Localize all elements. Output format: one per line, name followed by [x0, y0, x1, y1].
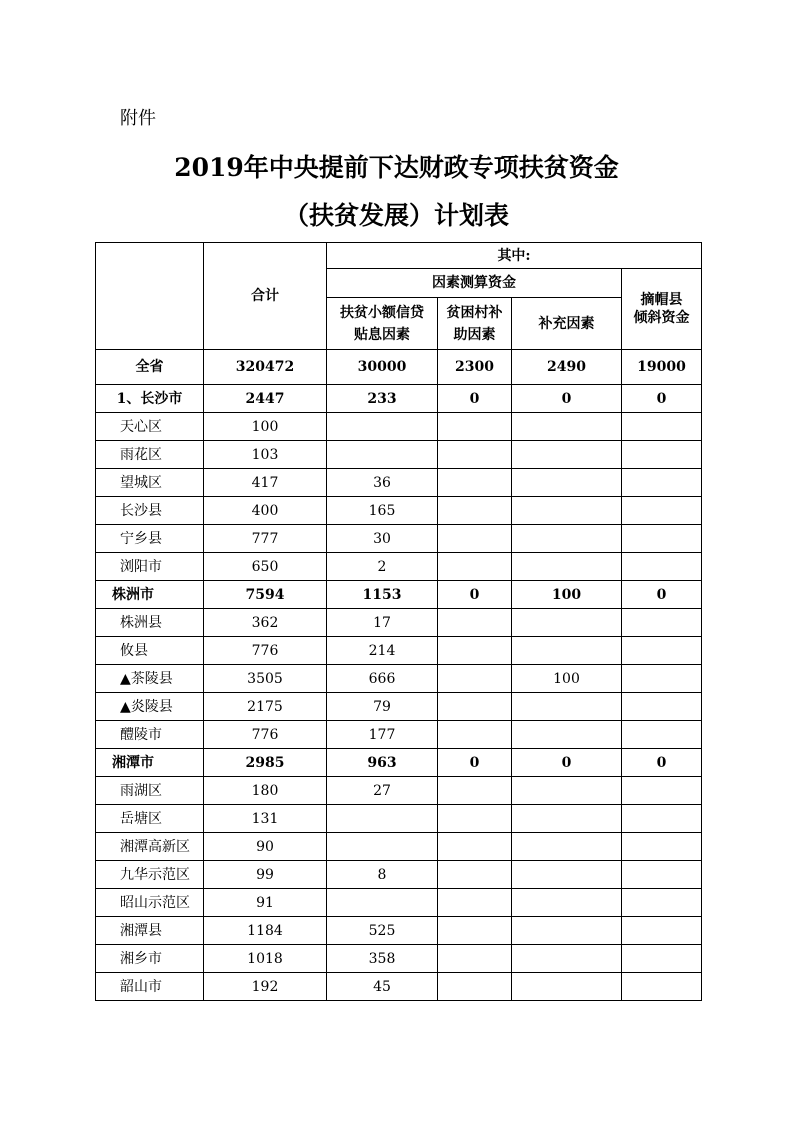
cell-name: 攸县 — [96, 637, 204, 665]
cell-village: 0 — [438, 385, 512, 413]
header-of-which: 其中: — [327, 243, 702, 269]
cell-total: 180 — [204, 777, 327, 805]
cell-name: 望城区 — [96, 469, 204, 497]
cell-name: 昭山示范区 — [96, 889, 204, 917]
cell-supplement — [512, 693, 622, 721]
cell-supplement — [512, 861, 622, 889]
cell-total: 99 — [204, 861, 327, 889]
cell-village — [438, 721, 512, 749]
header-factor-funds: 因素测算资金 — [327, 269, 622, 298]
table-row — [96, 385, 702, 413]
cell-microcredit: 30 — [327, 525, 438, 553]
cell-village — [438, 413, 512, 441]
cell-microcredit: 27 — [327, 777, 438, 805]
cell-total: 3505 — [204, 665, 327, 693]
cell-total: 2985 — [204, 749, 327, 777]
cell-supplement — [512, 469, 622, 497]
cell-microcredit: 214 — [327, 637, 438, 665]
cell-total: 7594 — [204, 581, 327, 609]
cell-village: 0 — [438, 749, 512, 777]
cell-microcredit: 1153 — [327, 581, 438, 609]
cell-graduated — [622, 777, 702, 805]
cell-total: 2447 — [204, 385, 327, 413]
header-poor-village: 贫困村补 助因素 — [438, 298, 512, 350]
cell-microcredit — [327, 441, 438, 469]
cell-name: 天心区 — [96, 413, 204, 441]
cell-village — [438, 777, 512, 805]
cell-name: 湘潭高新区 — [96, 833, 204, 861]
table-row — [96, 350, 702, 385]
table-row — [96, 609, 702, 637]
table-row — [96, 833, 702, 861]
cell-village — [438, 833, 512, 861]
cell-microcredit: 525 — [327, 917, 438, 945]
cell-village — [438, 497, 512, 525]
table-row — [96, 749, 702, 777]
cell-supplement — [512, 721, 622, 749]
cell-total: 776 — [204, 721, 327, 749]
cell-village: 0 — [438, 581, 512, 609]
cell-microcredit — [327, 833, 438, 861]
cell-name: 株洲县 — [96, 609, 204, 637]
cell-supplement: 0 — [512, 749, 622, 777]
cell-village — [438, 637, 512, 665]
cell-name: 雨湖区 — [96, 777, 204, 805]
cell-supplement — [512, 609, 622, 637]
cell-village — [438, 553, 512, 581]
cell-graduated — [622, 609, 702, 637]
cell-graduated — [622, 693, 702, 721]
cell-supplement — [512, 917, 622, 945]
cell-microcredit: 79 — [327, 693, 438, 721]
cell-total: 362 — [204, 609, 327, 637]
cell-total: 400 — [204, 497, 327, 525]
cell-village — [438, 665, 512, 693]
table-row — [96, 497, 702, 525]
cell-name: 长沙县 — [96, 497, 204, 525]
table-row — [96, 581, 702, 609]
cell-total: 103 — [204, 441, 327, 469]
cell-graduated — [622, 945, 702, 973]
cell-supplement — [512, 777, 622, 805]
table-row — [96, 525, 702, 553]
cell-supplement — [512, 553, 622, 581]
cell-microcredit — [327, 805, 438, 833]
cell-name: 岳塘区 — [96, 805, 204, 833]
table-row — [96, 777, 702, 805]
cell-name: 株洲市 — [96, 581, 204, 609]
cell-total: 1184 — [204, 917, 327, 945]
cell-microcredit: 177 — [327, 721, 438, 749]
cell-supplement — [512, 497, 622, 525]
cell-supplement — [512, 413, 622, 441]
cell-supplement: 100 — [512, 581, 622, 609]
cell-microcredit: 8 — [327, 861, 438, 889]
cell-microcredit — [327, 413, 438, 441]
cell-microcredit: 165 — [327, 497, 438, 525]
table-row — [96, 413, 702, 441]
cell-supplement — [512, 637, 622, 665]
cell-total: 650 — [204, 553, 327, 581]
cell-supplement — [512, 441, 622, 469]
cell-name: 全省 — [96, 350, 204, 385]
cell-graduated — [622, 861, 702, 889]
table-row — [96, 917, 702, 945]
cell-total: 1018 — [204, 945, 327, 973]
cell-supplement: 100 — [512, 665, 622, 693]
header-blank — [96, 243, 204, 350]
cell-total: 131 — [204, 805, 327, 833]
cell-total: 90 — [204, 833, 327, 861]
cell-total: 776 — [204, 637, 327, 665]
cell-village — [438, 609, 512, 637]
cell-microcredit: 17 — [327, 609, 438, 637]
cell-name: 韶山市 — [96, 973, 204, 1001]
cell-graduated — [622, 973, 702, 1001]
cell-village — [438, 525, 512, 553]
cell-microcredit: 233 — [327, 385, 438, 413]
cell-total: 320472 — [204, 350, 327, 385]
cell-supplement: 0 — [512, 385, 622, 413]
cell-name: 1、长沙市 — [96, 385, 204, 413]
cell-graduated — [622, 553, 702, 581]
table-row — [96, 721, 702, 749]
cell-village — [438, 917, 512, 945]
cell-name: ▲炎陵县 — [96, 693, 204, 721]
cell-graduated — [622, 721, 702, 749]
cell-name: 九华示范区 — [96, 861, 204, 889]
cell-microcredit: 963 — [327, 749, 438, 777]
title-line-2: （扶贫发展）计划表 — [283, 201, 509, 230]
cell-graduated — [622, 833, 702, 861]
cell-graduated — [622, 637, 702, 665]
cell-microcredit: 358 — [327, 945, 438, 973]
cell-graduated: 0 — [622, 581, 702, 609]
cell-name: 雨花区 — [96, 441, 204, 469]
cell-name: 浏阳市 — [96, 553, 204, 581]
cell-village — [438, 889, 512, 917]
cell-village: 2300 — [438, 350, 512, 385]
table-row — [96, 861, 702, 889]
cell-graduated — [622, 525, 702, 553]
header-graduated: 摘帽县 倾斜资金 — [622, 269, 702, 350]
table-row — [96, 441, 702, 469]
cell-microcredit: 666 — [327, 665, 438, 693]
cell-graduated — [622, 805, 702, 833]
cell-total: 100 — [204, 413, 327, 441]
cell-supplement — [512, 525, 622, 553]
cell-supplement — [512, 833, 622, 861]
cell-graduated: 0 — [622, 385, 702, 413]
cell-supplement: 2490 — [512, 350, 622, 385]
cell-village — [438, 861, 512, 889]
cell-microcredit: 36 — [327, 469, 438, 497]
cell-village — [438, 973, 512, 1001]
table-row — [96, 973, 702, 1001]
cell-village — [438, 693, 512, 721]
table-row — [96, 693, 702, 721]
cell-graduated — [622, 441, 702, 469]
cell-total: 2175 — [204, 693, 327, 721]
cell-name: 醴陵市 — [96, 721, 204, 749]
title-line-1: 2019年中央提前下达财政专项扶贫资金 — [174, 153, 619, 182]
attachment-label: 附件 — [120, 108, 156, 129]
cell-supplement — [512, 889, 622, 917]
cell-microcredit: 30000 — [327, 350, 438, 385]
cell-microcredit: 2 — [327, 553, 438, 581]
table-row — [96, 553, 702, 581]
cell-name: 湘潭市 — [96, 749, 204, 777]
table-row — [96, 889, 702, 917]
cell-microcredit — [327, 889, 438, 917]
cell-village — [438, 441, 512, 469]
cell-total: 91 — [204, 889, 327, 917]
cell-village — [438, 469, 512, 497]
cell-graduated — [622, 413, 702, 441]
cell-total: 777 — [204, 525, 327, 553]
cell-graduated — [622, 497, 702, 525]
table-row — [96, 805, 702, 833]
cell-village — [438, 945, 512, 973]
cell-name: ▲茶陵县 — [96, 665, 204, 693]
cell-village — [438, 805, 512, 833]
cell-graduated: 19000 — [622, 350, 702, 385]
cell-total: 417 — [204, 469, 327, 497]
cell-supplement — [512, 805, 622, 833]
cell-microcredit: 45 — [327, 973, 438, 1001]
cell-total: 192 — [204, 973, 327, 1001]
header-supplement: 补充因素 — [512, 298, 622, 350]
funding-table — [95, 242, 702, 1001]
cell-graduated — [622, 917, 702, 945]
cell-graduated: 0 — [622, 749, 702, 777]
cell-graduated — [622, 469, 702, 497]
header-total: 合计 — [204, 243, 327, 350]
cell-name: 宁乡县 — [96, 525, 204, 553]
cell-supplement — [512, 973, 622, 1001]
header-microcredit: 扶贫小额信贷 贴息因素 — [327, 298, 438, 350]
cell-graduated — [622, 889, 702, 917]
table-row — [96, 637, 702, 665]
table-row — [96, 945, 702, 973]
cell-supplement — [512, 945, 622, 973]
cell-name: 湘乡市 — [96, 945, 204, 973]
table-row — [96, 665, 702, 693]
table-row — [96, 469, 702, 497]
cell-graduated — [622, 665, 702, 693]
cell-name: 湘潭县 — [96, 917, 204, 945]
